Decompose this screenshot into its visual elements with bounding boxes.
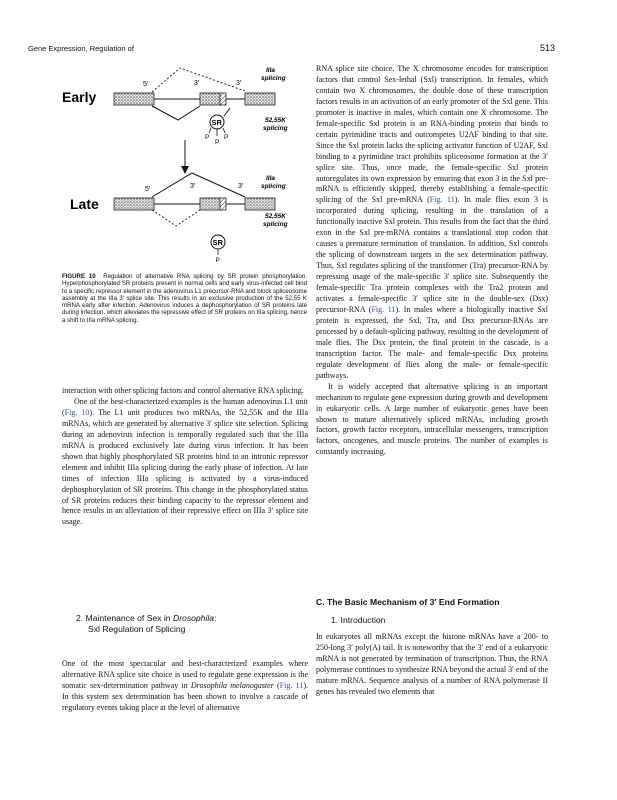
- section-2-title-italic: Drosophila: [172, 613, 215, 623]
- left-paragraph-2-text-b: ). The L1 unit produces two mRNAs, the 52,55K and the IIIa mRNAs, which are generated by alternative 3′ splice site selection. Splicing during an adenovirus infection is temporally regulated such that the IIIa mRNA is produced exclusively late during virus infection. It has been shown that highly phosphorylated SR proteins bind to an intronic repressor element and inhibit IIIa splicing during the early phase of infection. At late times of infection IIIa splicing is activated by a virus-induced dephosphorylation of SR proteins. This change in the phosphorylated status of SR proteins reduces their binding capacity to the repressor element and hence results in an alleviation of their repressive effect on IIIa 3′ splice site usage.: [62, 407, 309, 527]
- early-exon-52k: [200, 93, 220, 105]
- early-repressor-element: [220, 93, 226, 105]
- early-iiia-splicing: IIIa splicing: [261, 67, 286, 82]
- transition-arrow-head: [181, 166, 189, 174]
- late-label: Late: [70, 196, 99, 212]
- late-five-prime: 5′: [145, 186, 151, 193]
- early-52k-arc: [152, 106, 200, 120]
- late-exon-1: [114, 198, 154, 210]
- early-p-2: P: [215, 139, 220, 146]
- fig-11-link-right-2[interactable]: Fig. 11: [371, 304, 396, 314]
- right-paragraph-1-text-a: RNA splice site choice. The X chromosome encodes for transcription factors that control Sex-lethal (Sxl) transcription. In females, which contain two X chromosomes, the double dose of these transcription factors results in an activation of an early promoter of the Sxl gene. This promoter is inactive in males, which contain one X chromosome. The female-specific Sxl protein is an RNA-binding protein that binds to certain pyrimidine tracts and outcompetes U2AF binding to that site. Since the Sxl protein lacks the splicing activator function of U2AF, Sxl binding to a pyrimidine tract prohibits spliceosome formation at the 3′ splice site. Thus, once made, the female-specific Sxl protein autoregulates its own expression by ensuring that exon 3 in the Sxl pre-mRNA is efficiently skipped, thereby establishing a female-specific splicing of the Sxl pre-mRNA (: [316, 64, 548, 205]
- right-column-body-2: [316, 632, 548, 698]
- left-paragraph-2: [62, 397, 308, 528]
- early-exon-1: [114, 93, 154, 105]
- late-repressor-element: [220, 198, 226, 210]
- late-three-prime-b: 3′: [238, 183, 244, 190]
- left-paragraph-2-text-a: One of the best-characterized examples is the human adenovirus L1 unit (: [62, 396, 308, 417]
- figure-caption-label: FIGURE 10: [62, 273, 96, 280]
- early-p-stem-3: [223, 128, 225, 133]
- left-paragraph-3: [62, 659, 308, 714]
- right-column-body: [316, 64, 548, 458]
- left-paragraph-3-text-b: ). In this system sex determination has been shown to involve a cascade of regulatory events taking place at the level of alternative: [62, 680, 309, 712]
- right-paragraph-1-text-c: ). In males where a biologically inactive Sxl protein is expressed, the Sxl, Tra, and Dsx precursor-RNAs are processed by a default-splicing pathway, resulting in the development of male flies. The Dsx protein, the final protein in the cascade, is a transcription factor. The male- and female-specific Dsx proteins regulate development of flies along the male- or female-specific pathways.: [316, 304, 549, 380]
- section-c-heading: C. The Basic Mechanism of 3′ End Formation: [316, 597, 500, 607]
- early-p-stem-1: [209, 128, 211, 133]
- fig-11-link-right-1[interactable]: Fig. 11: [429, 195, 455, 205]
- figure-10-diagram: [40, 60, 310, 265]
- early-label: Early: [62, 89, 97, 105]
- fig-10-link[interactable]: Fig. 10: [64, 407, 90, 417]
- early-exon-iiia: [245, 93, 275, 105]
- right-paragraph-1-text-b: ). In male flies exon 3 is incorporated during splicing, resulting in the translation of a functionally inactive Sxl protein. This results from the fact that the third exon in the Sxl pre-mRNA contains a translational stop codon that causes a premature termination of translation. In addition, Sxl controls the splicing of downstream targets in the sex determination pathway. Thus, Sxl regulates splicing of the transformer (Tra) precursor-RNA by repressing usage of the male-specific 3′ splice site. Subsequently the female-specific Tra protein complexes with the Tra2 protein and activates a female-specific 3′ splice site in the double-sex (Dsx) precursor-RNA (: [316, 195, 548, 314]
- figure-caption-text: Regulation of alternative RNA splicing by SR protein phosphorylation. Hyperphosphorylated SR proteins present in normal cells and early virus-infected cell bind to a specific repressor element in the adenovirus L1 precursor-RNA and block spliceosome assembly at the IIIa 3′ splice site. This results in an exclusive production of the 52,55 K mRNA early after infection. Adenovirus induces a dephosphorylation of SR proteins late during infection, which alleviates the repressive effect of SR proteins on IIIa splicing, hence a shift to IIIa mRNA splicing.: [62, 273, 308, 324]
- late-sr-label: SR: [212, 238, 223, 247]
- late-p: P: [215, 257, 220, 264]
- early-52k-splicing: 52,55K splicing: [263, 117, 288, 132]
- section-2-subtitle: Sxl Regulation of Splicing: [88, 624, 186, 634]
- page-number: 513: [540, 43, 556, 53]
- left-paragraph-3-text-mid: (: [273, 680, 280, 690]
- late-exon-iiia: [245, 198, 275, 210]
- late-52k-arc: [152, 210, 200, 226]
- fig-11-link-left[interactable]: Fig. 11: [279, 680, 304, 690]
- early-sr-bind-line: [224, 108, 230, 116]
- late-iiia-arc: [152, 173, 245, 197]
- figure-caption: [62, 273, 307, 324]
- left-column-body-2: [62, 659, 308, 714]
- late-exon-52k: [200, 198, 220, 210]
- left-paragraph-1: interaction with other splicing factors and control alternative RNA splicing.: [62, 386, 304, 395]
- section-2-heading: [76, 613, 306, 635]
- early-five-prime: 5′: [143, 81, 149, 88]
- late-three-prime-a: 3′: [190, 183, 196, 190]
- section-2-title: [76, 613, 306, 624]
- left-paragraph-3-italic: Drosophila melanogaster: [190, 680, 274, 690]
- early-p-3: P: [224, 134, 229, 141]
- section-1-heading: 1. Introduction: [331, 615, 386, 625]
- left-paragraph-3-text-a: One of the most spectacular and best-characterized examples where alternative RNA splice site choice is used to regulate gene expression is the somatic sex-determination pathway in: [62, 659, 308, 690]
- right-paragraph-1: [316, 64, 548, 382]
- right-paragraph-3: In eukaryotes all mRNAs except the histone mRNAs have a 200- to 250-long 3′ poly(A) tail. It is noteworthy that the 3′ end of a eukaryotic mRNA is not generated by termination of transcription. Thus, the RNA polymerase continues to synthesize RNA beyond the actual 3′ end of the mature mRNA. Sequence analysis of a number of RNA polymerase II genes has revealed two elements that: [316, 632, 548, 696]
- section-2-title-b: :: [214, 613, 217, 623]
- early-three-prime-b: 3′: [236, 80, 242, 87]
- early-p-1: P: [205, 134, 210, 141]
- early-sr-label: SR: [211, 118, 222, 127]
- late-52k-splicing: 52,55K splicing: [263, 213, 288, 228]
- section-2-title-a: 2. Maintenance of Sex in: [76, 613, 173, 623]
- left-column-body: [62, 386, 308, 528]
- late-iiia-splicing: IIIa splicing: [261, 175, 286, 190]
- running-header: Gene Expression, Regulation of: [28, 44, 134, 53]
- right-paragraph-2: It is widely accepted that alternative splicing is an important mechanism to regulate gene expression during growth and development in eukaryotic cells. A large number of eukaryotic genes have been shown to mature alternatively spliced mRNAs, including growth factors, growth factor receptors, intracellular messengers, transcription factors, oncogenes, and muscle proteins. The number of examples is constantly increasing.: [316, 381, 548, 457]
- early-three-prime-a: 3′: [194, 80, 200, 87]
